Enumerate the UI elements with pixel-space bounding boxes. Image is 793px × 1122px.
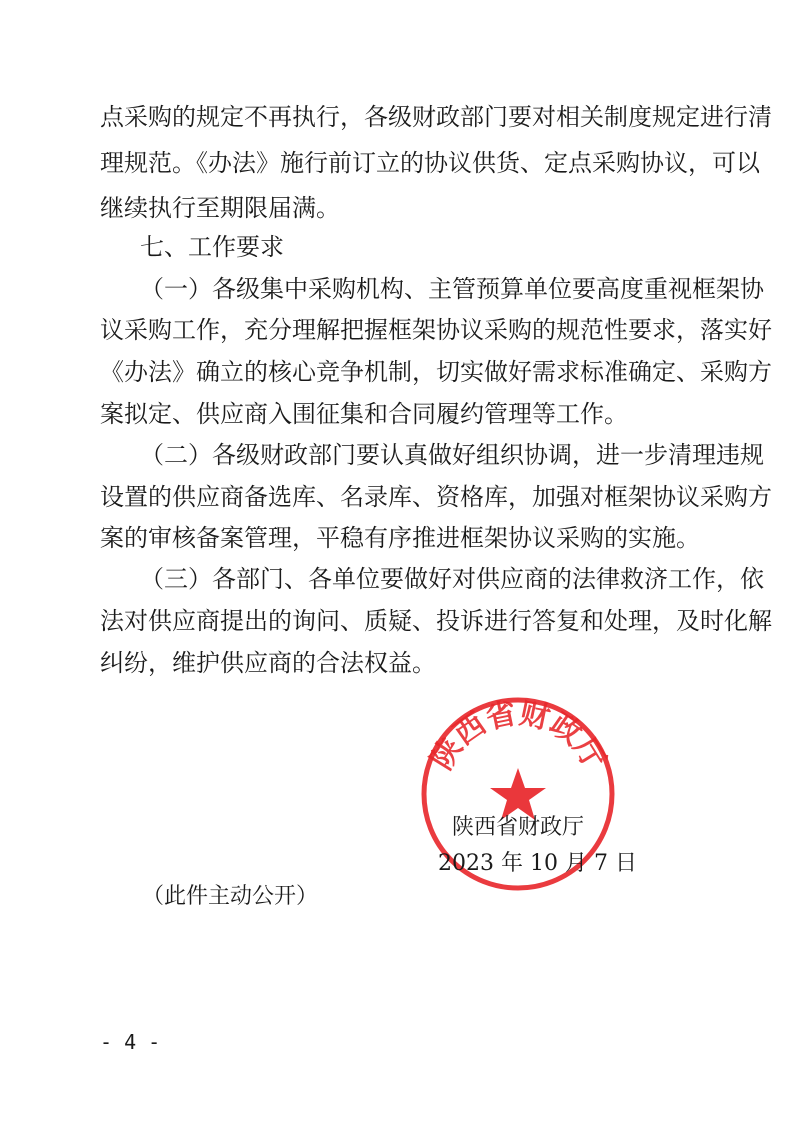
section-heading: 七、工作要求: [140, 233, 284, 261]
disclosure-note: （此件主动公开）: [142, 884, 319, 909]
paragraph-line: 案的审核备案管理，平稳有序推进框架协议采购的实施。: [100, 524, 700, 552]
paragraph-line: 《办法》确立的核心竞争机制，切实做好需求标准确定、采购方: [100, 358, 772, 386]
seal-arc-text: 陕西省财政厅: [424, 696, 612, 776]
paragraph-line: 法对供应商提出的询问、质疑、投诉进行答复和处理，及时化解: [100, 607, 772, 635]
paragraph-line: （一）各级集中采购机构、主管预算单位要高度重视框架协: [140, 275, 764, 303]
paragraph-line: 设置的供应商备选库、名录库、资格库，加强对框架协议采购方: [100, 483, 772, 511]
paragraph-line: （三）各部门、各单位要做好对供应商的法律救济工作，依: [140, 565, 764, 593]
signature-date: 2023 年 10 月 7 日: [438, 851, 637, 876]
paragraph-line: 点采购的规定不再执行，各级财政部门要对相关制度规定进行清: [100, 103, 772, 131]
seal-star-icon: [490, 768, 546, 820]
paragraph-line: 理规范。《办法》施行前订立的协议供货、定点采购协议，可以: [100, 149, 760, 177]
paragraph-line: 议采购工作，充分理解把握框架协议采购的规范性要求，落实好: [100, 316, 772, 344]
paragraph-line: 案拟定、供应商入围征集和合同履约管理等工作。: [100, 400, 628, 428]
paragraph-line: 继续执行至期限届满。: [100, 194, 340, 222]
paragraph-line: （二）各级财政部门要认真做好组织协调，进一步清理违规: [140, 441, 764, 469]
signature-org: 陕西省财政厅: [452, 815, 585, 840]
page-number: - 4 -: [100, 1030, 161, 1054]
paragraph-line: 纠纷，维护供应商的合法权益。: [100, 649, 436, 677]
